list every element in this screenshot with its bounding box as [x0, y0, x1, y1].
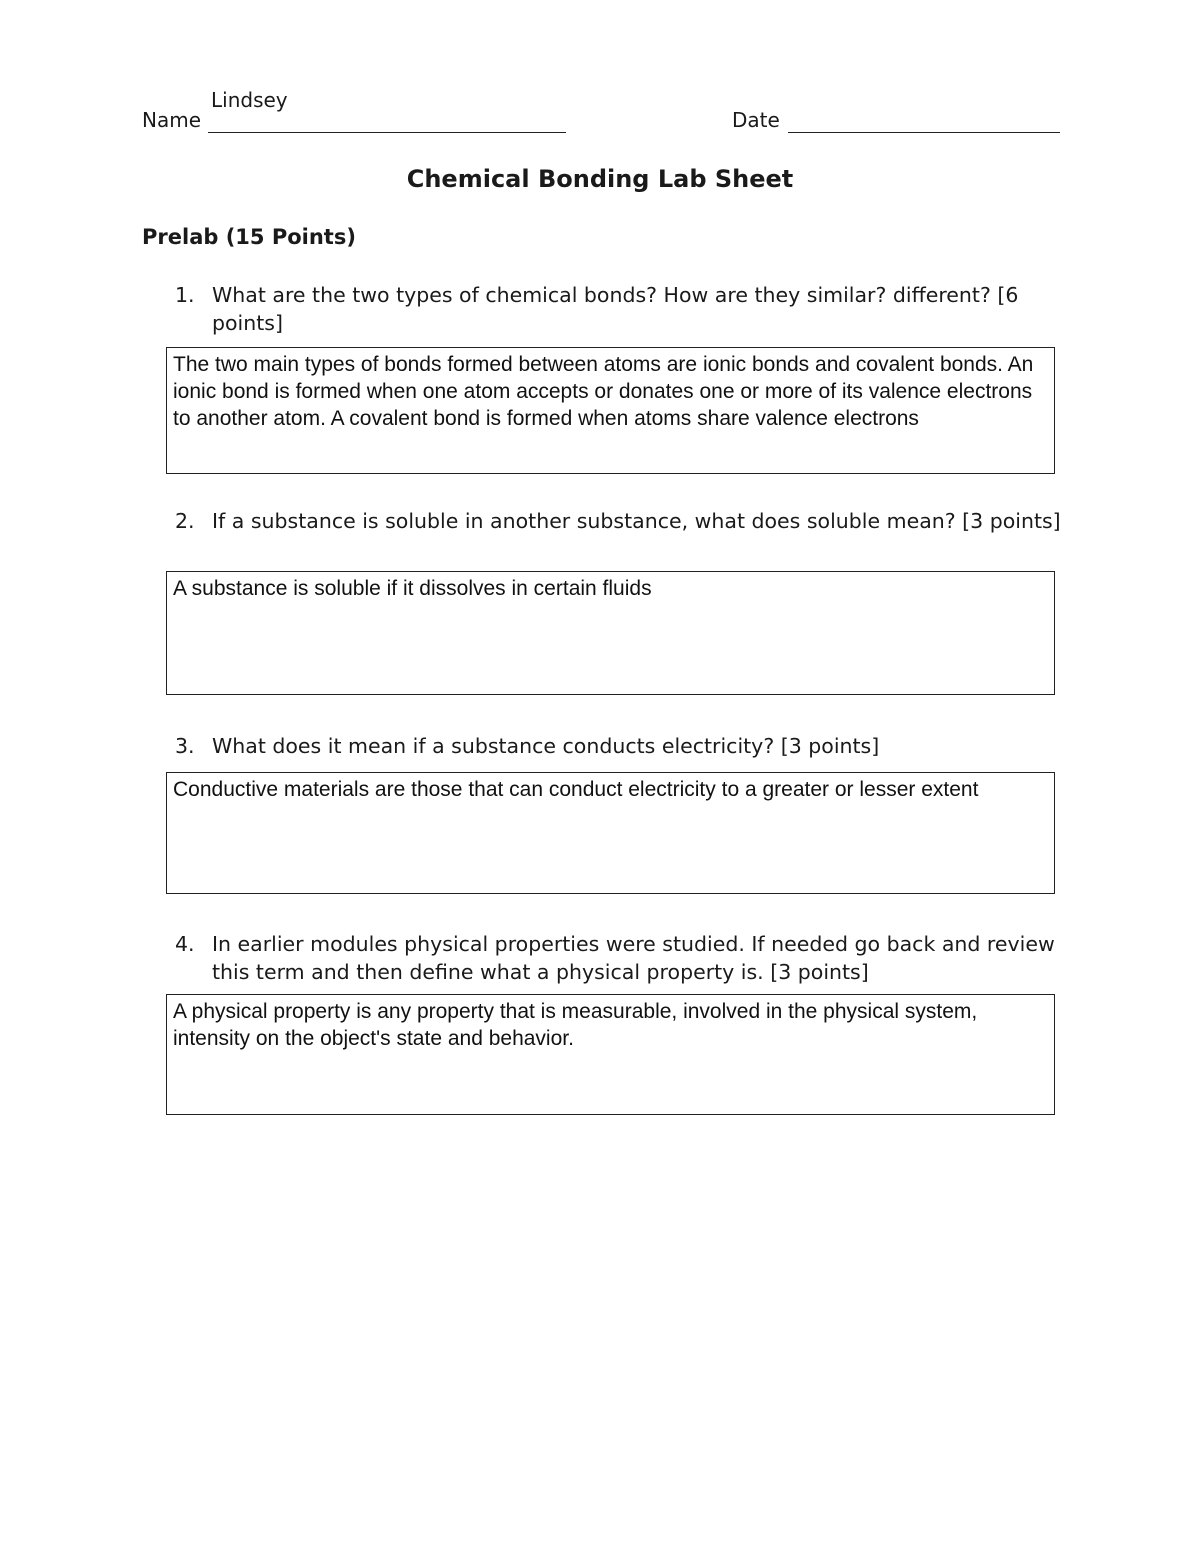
answer-box-3[interactable]: Conductive materials are those that can conduct electricity to a greater or lesser extent	[166, 772, 1055, 894]
header	[142, 88, 1060, 138]
question-number: 4.	[175, 932, 195, 956]
page-title: Chemical Bonding Lab Sheet	[406, 165, 794, 193]
name-label: Name	[142, 108, 202, 132]
section-heading: Prelab (15 Points)	[142, 225, 356, 249]
answer-box-1[interactable]: The two main types of bonds formed between atoms are ionic bonds and covalent bonds. An ionic bond is formed when one atom accepts or donates one or more of its valence electrons to another atom. A covalent bond is formed when atoms share valence electrons	[166, 347, 1055, 474]
question-number: 3.	[175, 734, 195, 758]
question-text: What are the two types of chemical bonds? How are they similar? different? [6 points]	[212, 283, 1019, 335]
date-field[interactable]	[788, 132, 1060, 133]
question-text: What does it mean if a substance conducts electricity? [3 points]	[212, 734, 880, 758]
date-label: Date	[732, 108, 780, 132]
answer-box-2[interactable]: A substance is soluble if it dissolves in certain fluids	[166, 571, 1055, 695]
question-number: 1.	[175, 283, 195, 307]
answer-box-4[interactable]: A physical property is any property that is measurable, involved in the physical system, intensity on the object's state and behavior.	[166, 994, 1055, 1115]
question-text: If a substance is soluble in another substance, what does soluble mean? [3 points]	[212, 509, 1061, 533]
question-number: 2.	[175, 509, 195, 533]
name-underline	[208, 132, 566, 133]
name-field[interactable]: Lindsey	[211, 88, 288, 112]
question-text: In earlier modules physical properties were studied. If needed go back and review this term and then define what a physical property is. [3 points]	[212, 932, 1055, 984]
